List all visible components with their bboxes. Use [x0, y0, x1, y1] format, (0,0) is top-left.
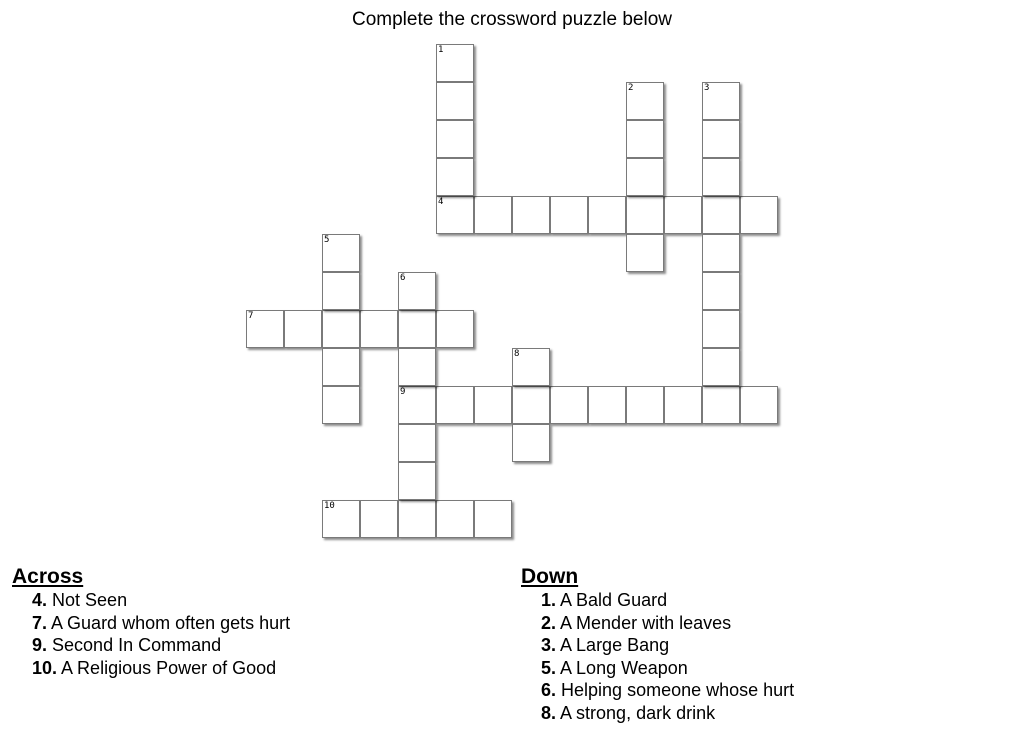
down-clue-6	[521, 679, 794, 702]
grid-cell[interactable]	[398, 348, 436, 386]
grid-cell[interactable]	[398, 424, 436, 462]
grid-cell[interactable]	[322, 500, 360, 538]
clue-number: 9.	[32, 635, 48, 656]
grid-cell[interactable]	[322, 272, 360, 310]
grid-cell[interactable]	[626, 82, 664, 120]
across-clue-4	[12, 589, 290, 612]
clue-text: A Large Bang	[560, 635, 670, 656]
grid-cell[interactable]	[436, 310, 474, 348]
grid-cell[interactable]	[436, 158, 474, 196]
grid-cell[interactable]	[740, 196, 778, 234]
grid-cell[interactable]	[436, 500, 474, 538]
grid-cell[interactable]	[322, 348, 360, 386]
clue-text: A Religious Power of Good	[61, 657, 277, 678]
clue-number-label: 5	[324, 235, 330, 245]
grid-cell[interactable]	[702, 120, 740, 158]
grid-cell[interactable]	[664, 386, 702, 424]
grid-cell[interactable]	[588, 196, 626, 234]
grid-cell[interactable]	[626, 234, 664, 272]
clue-text: Second In Command	[52, 635, 222, 656]
down-clue-5	[521, 657, 794, 680]
grid-cell[interactable]	[322, 386, 360, 424]
grid-cell[interactable]	[436, 386, 474, 424]
across-clues	[12, 565, 290, 679]
grid-cell[interactable]	[550, 386, 588, 424]
clue-text: A Long Weapon	[560, 657, 688, 678]
across-clue-7	[12, 612, 290, 635]
grid-cell[interactable]	[474, 500, 512, 538]
clue-text: Not Seen	[52, 590, 128, 610]
grid-cell[interactable]	[702, 348, 740, 386]
down-clue-1	[521, 589, 794, 612]
grid-cell[interactable]	[664, 196, 702, 234]
clue-number: 7.	[32, 612, 48, 633]
grid-cell[interactable]	[550, 196, 588, 234]
grid-cell[interactable]	[322, 310, 360, 348]
grid-cell[interactable]	[702, 310, 740, 348]
grid-cell[interactable]	[512, 196, 550, 234]
clue-number-label: 10	[324, 501, 335, 511]
clue-number-label: 3	[704, 83, 710, 93]
clue-text: Helping someone whose hurt	[561, 680, 795, 701]
grid-cell[interactable]	[436, 82, 474, 120]
grid-cell[interactable]	[512, 348, 550, 386]
clue-number: 5.	[541, 657, 557, 678]
across-clue-10	[12, 657, 290, 680]
clue-number-label: 6	[400, 273, 406, 283]
grid-cell[interactable]	[398, 310, 436, 348]
clue-text: A Mender with leaves	[560, 612, 732, 633]
clue-number: 2.	[541, 612, 557, 633]
down-clue-2	[521, 612, 794, 635]
grid-cell[interactable]	[436, 120, 474, 158]
grid-cell[interactable]	[740, 386, 778, 424]
grid-cell[interactable]	[436, 44, 474, 82]
grid-cell[interactable]	[398, 462, 436, 500]
grid-cell[interactable]	[398, 500, 436, 538]
across-heading: Across	[12, 565, 84, 588]
grid-cell[interactable]	[322, 234, 360, 272]
grid-cell[interactable]	[626, 158, 664, 196]
down-heading: Down	[521, 565, 579, 588]
clue-number-label: 7	[248, 311, 254, 321]
grid-cell[interactable]	[246, 310, 284, 348]
clue-text: A Guard whom often gets hurt	[51, 612, 291, 633]
clue-number: 1.	[541, 590, 557, 610]
across-clue-9	[12, 634, 290, 657]
clue-number-label: 8	[514, 349, 520, 359]
grid-cell[interactable]	[702, 234, 740, 272]
grid-cell[interactable]	[398, 272, 436, 310]
grid-cell[interactable]	[702, 386, 740, 424]
grid-cell[interactable]	[474, 196, 512, 234]
clue-number-label: 2	[628, 83, 634, 93]
grid-cell[interactable]	[702, 272, 740, 310]
grid-cell[interactable]	[474, 386, 512, 424]
grid-cell[interactable]	[284, 310, 322, 348]
clue-number-label: 9	[400, 387, 406, 397]
grid-cell[interactable]	[702, 82, 740, 120]
grid-cell[interactable]	[588, 386, 626, 424]
grid-cell[interactable]	[360, 310, 398, 348]
clue-number: 3.	[541, 635, 557, 656]
grid-cell[interactable]	[512, 424, 550, 462]
grid-cell[interactable]	[702, 196, 740, 234]
clue-text: A strong, dark drink	[560, 702, 716, 723]
clue-number-label: 1	[438, 45, 444, 55]
clue-number: 10.	[32, 657, 58, 678]
grid-cell[interactable]	[626, 120, 664, 158]
clue-number: 8.	[541, 702, 557, 723]
clue-number-label: 4	[438, 197, 444, 207]
grid-cell[interactable]	[398, 386, 436, 424]
grid-cell[interactable]	[626, 386, 664, 424]
down-clue-8	[521, 702, 794, 725]
down-clue-3	[521, 634, 794, 657]
grid-cell[interactable]	[626, 196, 664, 234]
grid-cell[interactable]	[702, 158, 740, 196]
clue-number: 4.	[32, 590, 48, 610]
grid-cell[interactable]	[360, 500, 398, 538]
page-title: Complete the crossword puzzle below	[352, 9, 672, 30]
clue-number: 6.	[541, 680, 557, 701]
grid-cell[interactable]	[512, 386, 550, 424]
grid-cell[interactable]	[436, 196, 474, 234]
down-clues	[521, 565, 794, 725]
clue-text: A Bald Guard	[560, 590, 668, 610]
